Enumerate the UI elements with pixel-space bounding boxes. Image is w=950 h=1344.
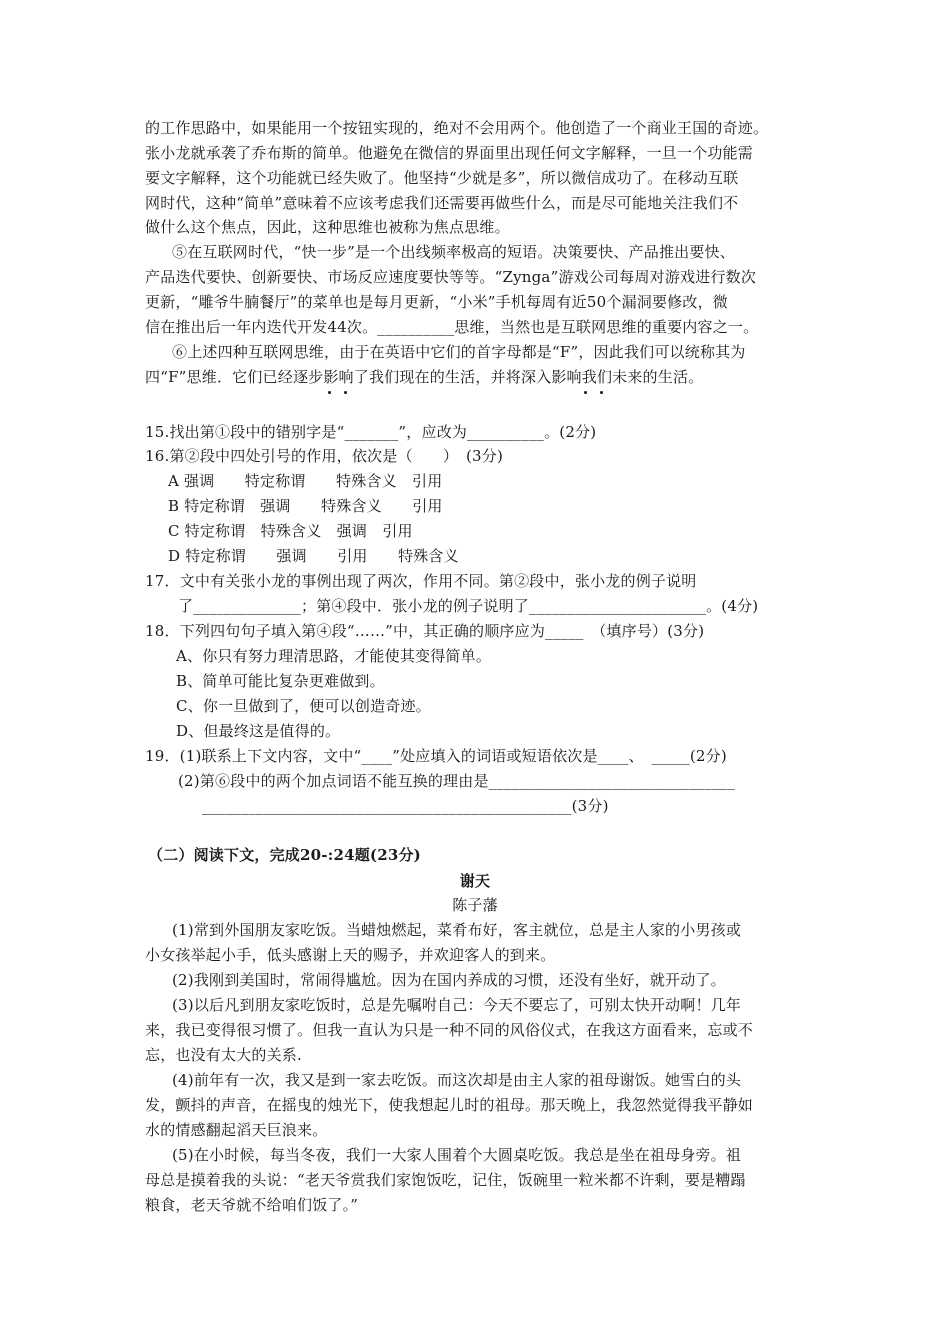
question-17-cont: 了______________；第④段中．张小龙的例子说明了_______________________。(4分): [178, 597, 759, 615]
question-15: 15.找出第①段中的错别字是“_______”，应改为__________。(2分): [145, 423, 597, 441]
passage-line: 要文字解释，这个功能就已经失败了。他坚持“少就是多”，所以微信成功了。在移动互联: [145, 169, 739, 187]
emphasis-dot: [600, 391, 603, 394]
article-line: 母总是摸着我的头说：“老天爷赏我们家饱饭吃，记住，饭碗里一粒米都不许剩，要是糟蹋: [145, 1171, 746, 1189]
option-b: B 特定称谓 强调 特殊含义 引用: [168, 497, 443, 515]
question-17: 17．文中有关张小龙的事例出现了两次，作用不同。第②段中，张小龙的例子说明: [145, 572, 697, 590]
section-heading: （二）阅读下文，完成20-:24题(23分): [148, 846, 421, 864]
article-line: 水的情感翻起滔天巨浪来。: [145, 1121, 328, 1139]
article-author: 陈子藩: [452, 896, 498, 914]
option-d: D 特定称谓 强调 引用 特殊含义: [168, 547, 459, 565]
article-line: 粮食，老天爷就不给咱们饭了。”: [145, 1196, 359, 1214]
option-b: B、简单可能比复杂更难做到。: [176, 672, 385, 690]
article-line: 忘，也没有太大的关系.: [145, 1046, 302, 1064]
question-18: 18．下列四句句子填入第④段“……”中，其正确的顺序应为_____ （填序号）(3分): [145, 622, 705, 640]
article-line: (5)在小时候，每当冬夜，我们一大家人围着个大圆桌吃饭。我总是坐在祖母身旁。祖: [172, 1146, 742, 1164]
option-c: C、你一旦做到了，便可以创造奇迹。: [176, 697, 431, 715]
passage-line: ⑥上述四种互联网思维，由于在英语中它们的首字母都是“F”，因此我们可以统称其为: [172, 343, 746, 361]
question-19-2-cont: ________________________________________________(3分): [202, 797, 609, 815]
option-a: A 强调 特定称谓 特殊含义 引用: [168, 472, 443, 490]
article-line: 小女孩举起小手，低头感谢上天的赐予，并欢迎客人的到来。: [145, 946, 556, 964]
option-d: D、但最终这是值得的。: [176, 722, 341, 740]
passage-line: 产品迭代要快、创新要快、市场反应速度要快等等。“Zynga”游戏公司每周对游戏进行数次: [145, 268, 757, 286]
question-16: 16.第②段中四处引号的作用，依次是（ ） (3分): [145, 447, 504, 465]
question-19-2: (2)第⑥段中的两个加点词语不能互换的理由是________________________________: [178, 772, 736, 790]
passage-line: 更新，“雕爷牛腩餐厅”的菜单也是每月更新，“小米”手机每周有近50个漏洞要修改，微: [145, 293, 728, 311]
article-line: (3)以后凡到朋友家吃饭时，总是先嘱咐自己：今天不要忘了，可别太快开动啊！几年: [172, 996, 742, 1014]
passage-line: 的工作思路中，如果能用一个按钮实现的，绝对不会用两个。他创造了一个商业王国的奇迹。: [145, 119, 769, 137]
emphasis-dot: [328, 391, 331, 394]
emphasis-dot: [344, 391, 347, 394]
passage-line: ⑤在互联网时代，“快一步”是一个出线频率极高的短语。决策要快、产品推出要快、: [172, 243, 735, 261]
article-title: 谢天: [459, 872, 491, 890]
article-line: (4)前年有一次，我又是到一家去吃饭。而这次却是由主人家的祖母谢饭。她雪白的头: [172, 1071, 742, 1089]
passage-line: 做什么这个焦点，因此，这种思维也被称为焦点思维。: [145, 218, 510, 236]
passage-line: 张小龙就承袭了乔布斯的简单。他避免在微信的界面里出现任何文字解释，一旦一个功能需: [145, 144, 754, 162]
article-line: (2)我刚到美国时，常闹得尴尬。因为在国内养成的习惯，还没有坐好，就开动了。: [172, 971, 726, 989]
article-line: (1)常到外国朋友家吃饭。当蜡烛燃起，菜肴布好，客主就位，总是主人家的小男孩或: [172, 921, 742, 939]
article-line: 发，颤抖的声音，在摇曳的烛光下，使我想起儿时的祖母。那天晚上，我忽然觉得我平静如: [145, 1096, 754, 1114]
option-a: A、你只有努力理清思路，才能使其变得简单。: [176, 647, 492, 665]
option-c: C 特定称谓 特殊含义 强调 引用: [168, 522, 413, 540]
passage-line: 网时代，这种“简单”意味着不应该考虑我们还需要再做些什么，而是尽可能地关注我们不: [145, 194, 739, 212]
passage-line: 信在推出后一年内迭代开发44次。__________思维，当然也是互联网思维的重要内容之一。: [145, 318, 759, 336]
emphasis-dot: [584, 391, 587, 394]
passage-line: 四“F”思维．它们已经逐步影响了我们现在的生活，并将深入影响我们未来的生活。: [145, 368, 704, 386]
article-line: 来，我已变得很习惯了。但我一直认为只是一种不同的风俗仪式，在我这方面看来，忘或不: [145, 1021, 754, 1039]
question-19: 19．(1)联系上下文内容，文中“____”处应填入的词语或短语依次是____、 _____(2分): [145, 747, 727, 765]
